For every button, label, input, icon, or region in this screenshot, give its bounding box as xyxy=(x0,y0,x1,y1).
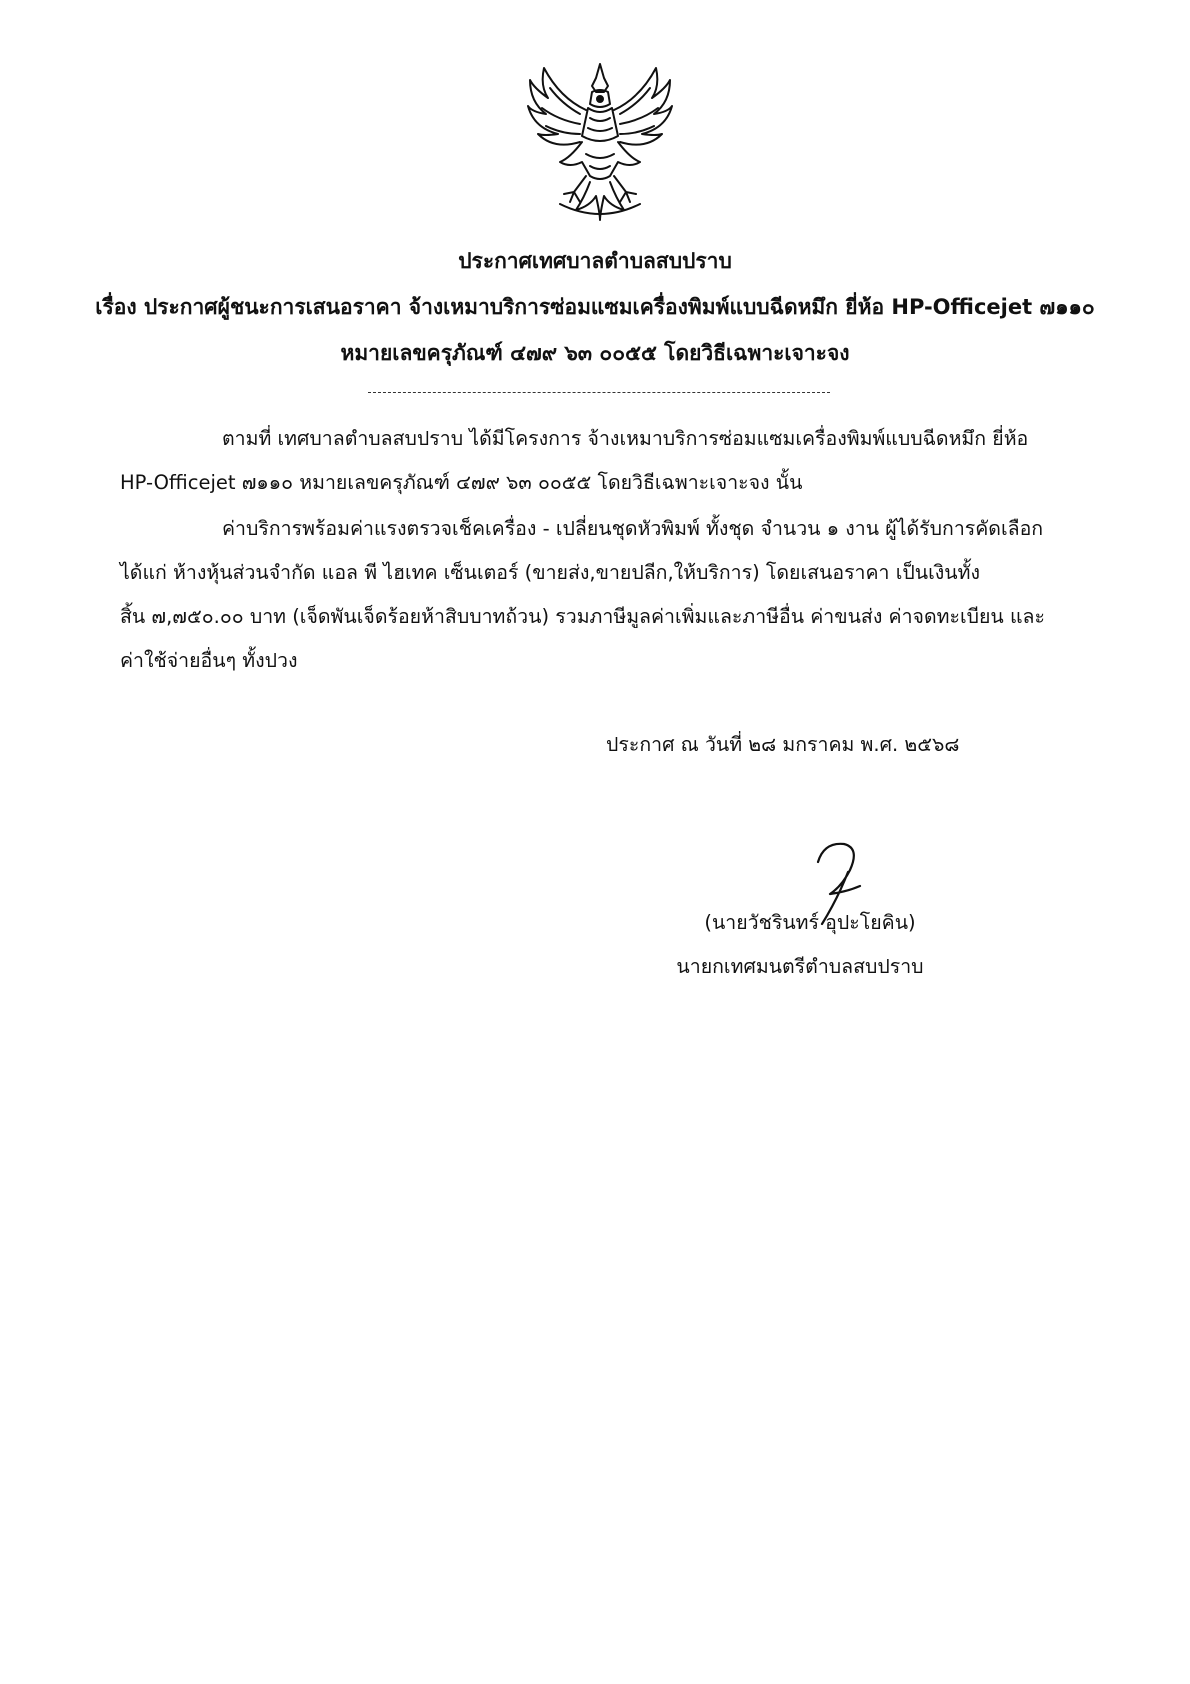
garuda-emblem-icon xyxy=(520,58,680,226)
signer-title: นายกเทศมนตรีตำบลสบปราบ xyxy=(676,955,924,978)
paragraph-1-line-2: HP-Officejet ๗๑๑๐ หมายเลขครุภัณฑ์ ๔๗๙ ๖๓ ๐๐๕๕ โดยวิธีเฉพาะเจาะจง นั้น xyxy=(120,471,803,494)
signer-name: (นายวัชรินทร์ อุปะโยคิน) xyxy=(704,911,916,934)
announcement-title: ประกาศเทศบาลตำบลสบปราบ xyxy=(458,249,732,273)
announcement-date: ประกาศ ณ วันที่ ๒๘ มกราคม พ.ศ. ๒๕๖๘ xyxy=(606,733,960,756)
paragraph-2-line-4: ค่าใช้จ่ายอื่นๆ ทั้งปวง xyxy=(120,649,298,672)
paragraph-2-line-2: ได้แก่ ห้างหุ้นส่วนจำกัด แอล พี ไฮเทค เซ็นเตอร์ (ขายส่ง,ขายปลีก,ให้บริการ) โดยเสนอราคา เป็นเงินทั้ง xyxy=(120,561,980,584)
announcement-subject-continued: หมายเลขครุภัณฑ์ ๔๗๙ ๖๓ ๐๐๕๕ โดยวิธีเฉพาะเจาะจง xyxy=(340,341,850,365)
paragraph-1-line-1: ตามที่ เทศบาลตำบลสบปราบ ได้มีโครงการ จ้างเหมาบริการซ่อมแซมเครื่องพิมพ์แบบฉีดหมึก ยี่ห้อ xyxy=(222,427,1029,450)
paragraph-2-line-3: สิ้น ๗,๗๕๐.๐๐ บาท (เจ็ดพันเจ็ดร้อยห้าสิบบาทถ้วน) รวมภาษีมูลค่าเพิ่มและภาษีอื่น ค่าขนส่ง ค่าจดทะเบียน และ xyxy=(120,605,1045,628)
announcement-subject: เรื่อง ประกาศผู้ชนะการเสนอราคา จ้างเหมาบริการซ่อมแซมเครื่องพิมพ์แบบฉีดหมึก ยี่ห้อ HP-Officejet ๗๑๑๐ xyxy=(95,295,1095,319)
paragraph-2-line-1: ค่าบริการพร้อมค่าแรงตรวจเช็คเครื่อง - เปลี่ยนชุดหัวพิมพ์ ทั้งชุด จำนวน ๑ งาน ผู้ได้รับการคัดเลือก xyxy=(222,517,1044,540)
dashed-divider xyxy=(368,392,830,393)
